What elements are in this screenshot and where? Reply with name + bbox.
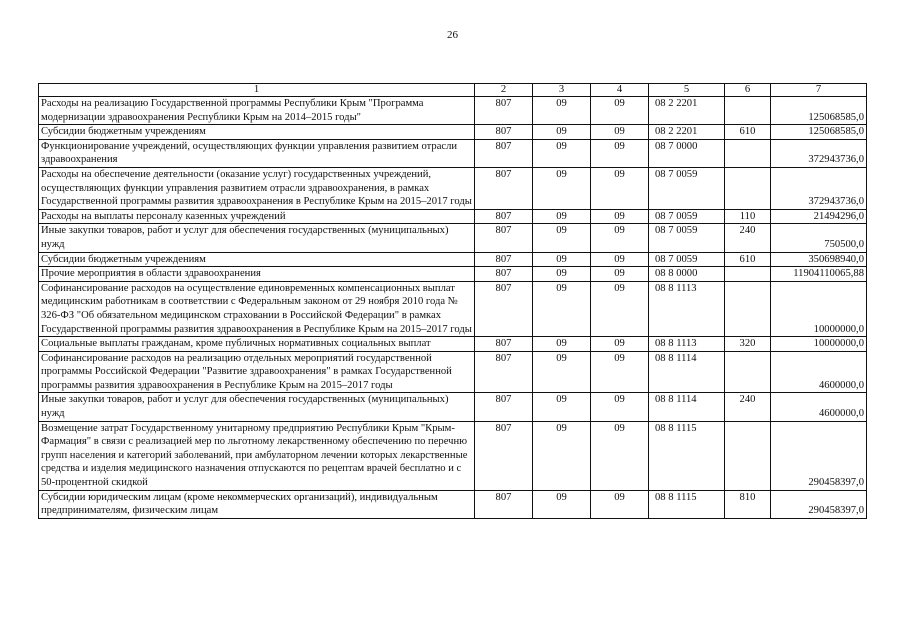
row-description: Возмещение затрат Государственному унитарному предприятию Республики Крым "Крым-Фармация" в связи с реализацией мер по льготному лекарственному обеспечению по перечню групп населения и категорий заболеваний, при амбулаторном лечении которых лекарственные средства и изделия медицинского назначения отпускаются по рецептам врачей бесплатно и с 50-процентной скидкой (39, 421, 475, 490)
row-subsection-code: 09 (591, 421, 649, 490)
row-ministry-code: 807 (475, 393, 533, 421)
budget-table (38, 83, 867, 519)
row-expense-type: 240 (725, 224, 771, 252)
row-ministry-code: 807 (475, 97, 533, 125)
row-target-article: 08 8 1115 (649, 421, 725, 490)
row-target-article: 08 2 2201 (649, 125, 725, 140)
header-col-6: 6 (725, 84, 771, 97)
table-row (39, 97, 867, 125)
row-description: Субсидии юридическим лицам (кроме некоммерческих организаций), индивидуальным предпринимателям, физическим лицам (39, 490, 475, 518)
row-target-article: 08 7 0000 (649, 139, 725, 167)
row-target-article: 08 7 0059 (649, 252, 725, 267)
row-subsection-code: 09 (591, 224, 649, 252)
row-subsection-code: 09 (591, 139, 649, 167)
row-amount: 4600000,0 (771, 393, 867, 421)
table-row (39, 490, 867, 518)
table-row (39, 393, 867, 421)
row-amount: 750500,0 (771, 224, 867, 252)
row-amount: 11904110065,88 (771, 267, 867, 282)
row-description: Прочие мероприятия в области здравоохранения (39, 267, 475, 282)
row-section-code: 09 (533, 267, 591, 282)
row-expense-type (725, 267, 771, 282)
row-target-article: 08 8 1114 (649, 351, 725, 393)
row-subsection-code: 09 (591, 209, 649, 224)
row-subsection-code: 09 (591, 490, 649, 518)
row-section-code: 09 (533, 97, 591, 125)
row-ministry-code: 807 (475, 125, 533, 140)
row-description: Субсидии бюджетным учреждениям (39, 252, 475, 267)
row-amount: 290458397,0 (771, 490, 867, 518)
row-amount: 350698940,0 (771, 252, 867, 267)
row-subsection-code: 09 (591, 252, 649, 267)
table-row (39, 209, 867, 224)
row-expense-type: 610 (725, 125, 771, 140)
row-expense-type (725, 139, 771, 167)
row-ministry-code: 807 (475, 252, 533, 267)
row-amount: 290458397,0 (771, 421, 867, 490)
row-amount: 10000000,0 (771, 337, 867, 352)
row-description: Расходы на обеспечение деятельности (оказание услуг) государственных учреждений, осуществляющих функции управления развитием отрасли здравоохранения, в рамках Государственной программы развития здравоохранения в Республике Крым на 2015–2017 годы (39, 167, 475, 209)
row-description: Функционирование учреждений, осуществляющих функции управления развитием отрасли здравоохранения (39, 139, 475, 167)
row-target-article: 08 7 0059 (649, 224, 725, 252)
row-amount: 10000000,0 (771, 281, 867, 336)
row-amount: 372943736,0 (771, 139, 867, 167)
header-col-5: 5 (649, 84, 725, 97)
row-target-article: 08 8 1115 (649, 490, 725, 518)
row-amount: 125068585,0 (771, 125, 867, 140)
row-subsection-code: 09 (591, 97, 649, 125)
row-amount: 372943736,0 (771, 167, 867, 209)
row-ministry-code: 807 (475, 421, 533, 490)
header-col-3: 3 (533, 84, 591, 97)
row-expense-type: 110 (725, 209, 771, 224)
row-expense-type (725, 351, 771, 393)
row-ministry-code: 807 (475, 167, 533, 209)
row-section-code: 09 (533, 281, 591, 336)
table-row (39, 421, 867, 490)
row-amount: 4600000,0 (771, 351, 867, 393)
row-section-code: 09 (533, 125, 591, 140)
row-ministry-code: 807 (475, 337, 533, 352)
row-expense-type: 610 (725, 252, 771, 267)
row-target-article: 08 8 1114 (649, 393, 725, 421)
row-ministry-code: 807 (475, 281, 533, 336)
row-description: Социальные выплаты гражданам, кроме публичных нормативных социальных выплат (39, 337, 475, 352)
row-expense-type (725, 421, 771, 490)
row-target-article: 08 2 2201 (649, 97, 725, 125)
table-row (39, 281, 867, 336)
row-ministry-code: 807 (475, 267, 533, 282)
row-expense-type (725, 97, 771, 125)
row-subsection-code: 09 (591, 337, 649, 352)
row-section-code: 09 (533, 139, 591, 167)
header-col-1: 1 (39, 84, 475, 97)
table-row (39, 139, 867, 167)
row-section-code: 09 (533, 224, 591, 252)
row-ministry-code: 807 (475, 351, 533, 393)
row-description: Иные закупки товаров, работ и услуг для обеспечения государственных (муниципальных) нужд (39, 393, 475, 421)
row-expense-type: 240 (725, 393, 771, 421)
row-expense-type (725, 167, 771, 209)
row-description: Расходы на реализацию Государственной программы Республики Крым "Программа модернизации здравоохранения Республики Крым на 2014–2015 годы" (39, 97, 475, 125)
row-target-article: 08 8 1113 (649, 337, 725, 352)
row-description: Софинансирование расходов на осуществление единовременных компенсационных выплат медицинским работникам в соответствии с Федеральным законом от 29 ноября 2010 года № 326-ФЗ "Об обязательном медицинском страховании в Российской Федерации" в рамках Государственной программы развития здравоохранения в Республике Крым на 2015–2017 годы (39, 281, 475, 336)
row-subsection-code: 09 (591, 167, 649, 209)
page-number: 26 (447, 29, 458, 41)
table-row (39, 351, 867, 393)
row-ministry-code: 807 (475, 224, 533, 252)
row-description: Субсидии бюджетным учреждениям (39, 125, 475, 140)
row-section-code: 09 (533, 252, 591, 267)
row-amount: 125068585,0 (771, 97, 867, 125)
table-row (39, 252, 867, 267)
row-target-article: 08 8 1113 (649, 281, 725, 336)
row-subsection-code: 09 (591, 267, 649, 282)
row-ministry-code: 807 (475, 139, 533, 167)
row-subsection-code: 09 (591, 393, 649, 421)
row-section-code: 09 (533, 209, 591, 224)
row-subsection-code: 09 (591, 351, 649, 393)
row-subsection-code: 09 (591, 281, 649, 336)
row-target-article: 08 7 0059 (649, 167, 725, 209)
row-ministry-code: 807 (475, 209, 533, 224)
row-section-code: 09 (533, 337, 591, 352)
header-col-7: 7 (771, 84, 867, 97)
row-target-article: 08 7 0059 (649, 209, 725, 224)
row-section-code: 09 (533, 490, 591, 518)
row-expense-type: 320 (725, 337, 771, 352)
table-row (39, 125, 867, 140)
table-row (39, 267, 867, 282)
row-description: Расходы на выплаты персоналу казенных учреждений (39, 209, 475, 224)
row-ministry-code: 807 (475, 490, 533, 518)
row-amount: 21494296,0 (771, 209, 867, 224)
row-expense-type: 810 (725, 490, 771, 518)
table-row (39, 224, 867, 252)
row-target-article: 08 8 0000 (649, 267, 725, 282)
header-col-2: 2 (475, 84, 533, 97)
row-section-code: 09 (533, 351, 591, 393)
row-description: Софинансирование расходов на реализацию отдельных мероприятий государственной программы Российской Федерации "Развитие здравоохранения" в рамках Государственной программы развития здравоохранения в Республике Крым на 2015–2017 годы (39, 351, 475, 393)
table-row (39, 167, 867, 209)
row-section-code: 09 (533, 421, 591, 490)
row-section-code: 09 (533, 393, 591, 421)
table-header-row (39, 84, 867, 97)
table-row (39, 337, 867, 352)
row-subsection-code: 09 (591, 125, 649, 140)
row-description: Иные закупки товаров, работ и услуг для обеспечения государственных (муниципальных) нужд (39, 224, 475, 252)
row-section-code: 09 (533, 167, 591, 209)
header-col-4: 4 (591, 84, 649, 97)
row-expense-type (725, 281, 771, 336)
